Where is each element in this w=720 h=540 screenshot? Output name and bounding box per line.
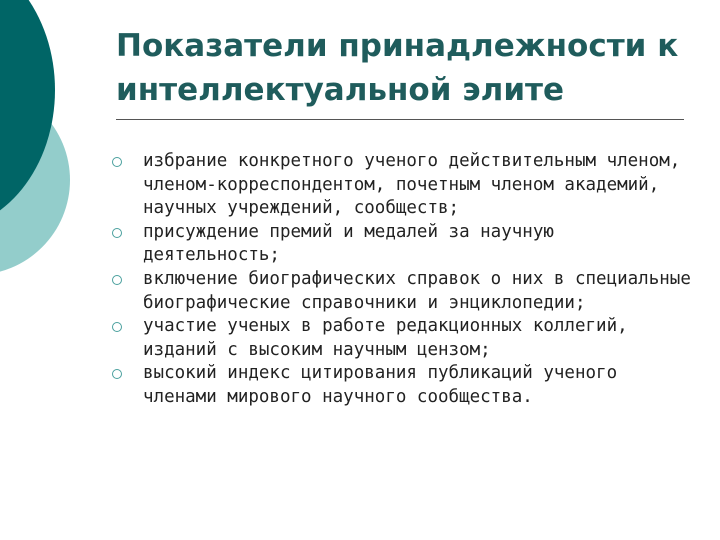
bullet-item — [110, 268, 700, 315]
title-divider — [116, 119, 684, 120]
bullet-text: включение биографических справок о них в специальные биографические справочники и энциклопедии; — [143, 268, 691, 313]
bullet-item — [110, 221, 700, 268]
bullet-item — [110, 150, 700, 221]
bullet-text: избрание конкретного ученого действительным членом, членом-корреспондентом, почетным членом академий, научных учреждений, сообществ; — [143, 151, 681, 219]
circle-bullet-icon — [112, 369, 122, 379]
circle-bullet-icon — [112, 228, 122, 238]
bullet-list — [110, 150, 700, 410]
bullet-item — [110, 362, 700, 409]
circle-bullet-icon — [112, 322, 122, 332]
bullet-text: присуждение премий и медалей за научную деятельность; — [143, 221, 554, 266]
circle-bullet-icon — [112, 157, 122, 167]
circle-bullet-icon — [112, 275, 122, 285]
bullet-text: высокий индекс цитирования публикаций ученого членами мирового научного сообщества. — [143, 363, 618, 407]
bullet-text: участие ученых в работе редакционных коллегий, изданий с высоким научным цензом; — [143, 316, 628, 360]
slide-title: Показатели принадлежности к интеллектуальной элите — [116, 28, 679, 108]
bullet-item — [110, 315, 700, 362]
